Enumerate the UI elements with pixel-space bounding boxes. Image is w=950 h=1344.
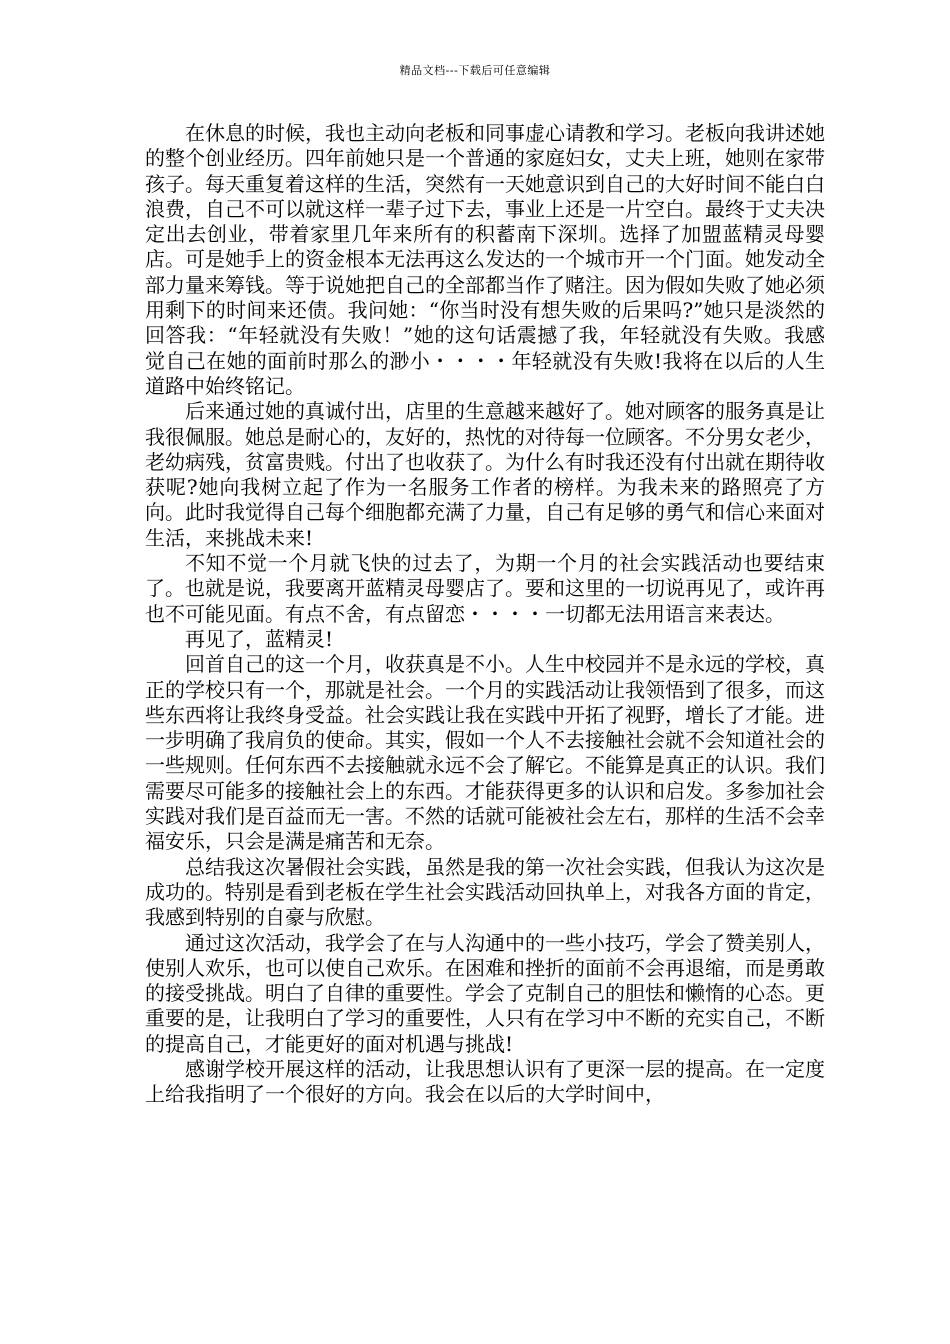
paragraph-3: 不知不觉一个月就飞快的过去了，为期一个月的社会实践活动也要结束了。也就是说，我要离开蓝精灵母婴店了。要和这里的一切说再见了，或许再也不可能见面。有点不舍，有点留恋・・・・一切都无法用语言来表达。 [145, 551, 825, 626]
paragraph-2: 后来通过她的真诚付出，店里的生意越来越好了。她对顾客的服务真是让我很佩服。她总是耐心的，友好的，热忱的对待每一位顾客。不分男女老少，老幼病残，贫富贵贱。付出了也收获了。为什么有时我还没有付出就在期待收获呢?她向我树立起了作为一名服务工作者的榜样。为我未来的路照亮了方向。此时我觉得自己每个细胞都充满了力量，自己有足够的勇气和信心来面对生活，来挑战未来! [145, 399, 825, 550]
paragraph-7: 通过这次活动，我学会了在与人沟通中的一些小技巧，学会了赞美别人，使别人欢乐，也可以使自己欢乐。在困难和挫折的面前不会再退缩，而是勇敢的接受挑战。明白了自律的重要性。学会了克制自己的胆怯和懒惰的心态。更重要的是，让我明白了学习的重要性，人只有在学习中不断的充实自己，不断的提高自己，才能更好的面对机遇与挑战! [145, 930, 825, 1056]
paragraph-5: 回首自己的这一个月，收获真是不小。人生中校园并不是永远的学校，真正的学校只有一个，那就是社会。一个月的实践活动让我领悟到了很多，而这些东西将让我终身受益。社会实践让我在实践中开拓了视野，增长了才能。进一步明确了我肩负的使命。其实，假如一个人不去接触社会就不会知道社会的一些规则。任何东西不去接触就永远不会了解它。不能算是真正的认识。我们需要尽可能多的接触社会上的东西。才能获得更多的认识和启发。多参加社会实践对我们是百益而无一害。不然的话就可能被社会左右，那样的生活不会幸福安乐，只会是满是痛苦和无奈。 [145, 652, 825, 854]
paragraph-8: 感谢学校开展这样的活动，让我思想认识有了更深一层的提高。在一定度上给我指明了一个很好的方向。我会在以后的大学时间中， [145, 1056, 825, 1107]
page-header: 精品文档---下载后可任意编辑 [399, 64, 551, 77]
document-body [145, 121, 825, 1108]
paragraph-6: 总结我这次暑假社会实践，虽然是我的第一次社会实践，但我认为这次是成功的。特别是看到老板在学生社会实践活动回执单上，对我各方面的肯定，我感到特别的自豪与欣慰。 [145, 854, 825, 930]
paragraph-4: 再见了，蓝精灵! [185, 626, 334, 651]
paragraph-1: 在休息的时候，我也主动向老板和同事虚心请教和学习。老板向我讲述她的整个创业经历。四年前她只是一个普通的家庭妇女，丈夫上班，她则在家带孩子。每天重复着这样的生活，突然有一天她意识到自己的大好时间不能白白浪费，自己不可以就这样一辈子过下去，事业上还是一片空白。最终于丈夫决定出去创业，带着家里几年来所有的积蓄南下深圳。选择了加盟蓝精灵母婴店。可是她手上的资金根本无法再这么发达的一个城市开一个门面。她发动全部力量来筹钱。等于说她把自己的全部都当作了赌注。因为假如失败了她必须用剩下的时间来还债。我问她：“你当时没有想失败的后果吗?”她只是淡然的回答我：“年轻就没有失败！”她的这句话震撼了我，年轻就没有失败。我感觉自己在她的面前时那么的渺小・・・・年轻就没有失败!我将在以后的人生道路中始终铭记。 [145, 121, 825, 398]
